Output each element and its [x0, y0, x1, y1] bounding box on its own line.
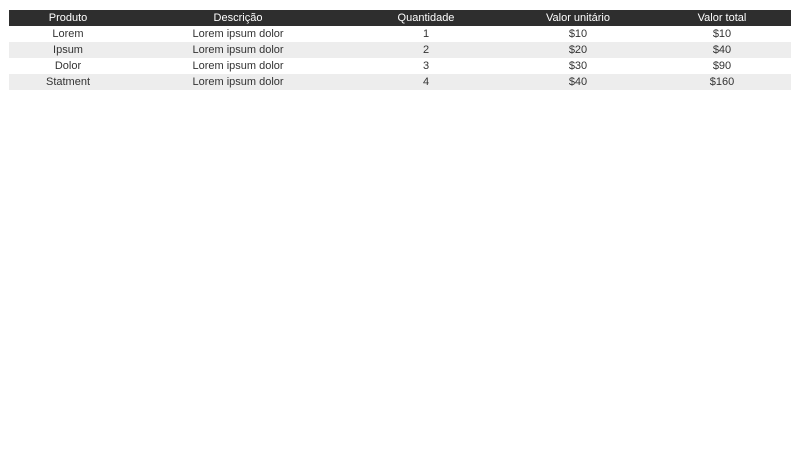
cell-descricao: Lorem ipsum dolor	[192, 43, 284, 56]
cell-quantidade: 2	[422, 43, 430, 56]
cell-produto: Lorem	[52, 27, 84, 40]
cell-quantidade: 3	[422, 59, 430, 72]
column-header-valor-unitario: Valor unitário	[503, 10, 653, 26]
cell-descricao: Lorem ipsum dolor	[192, 27, 284, 40]
table-row	[9, 42, 791, 58]
products-table	[9, 10, 791, 90]
cell-valor-unitario: $20	[568, 43, 588, 56]
cell-valor-total: $10	[712, 27, 732, 40]
cell-valor-total: $90	[712, 59, 732, 72]
cell-valor-unitario: $30	[568, 59, 588, 72]
column-header-produto: Produto	[9, 10, 127, 26]
table-row	[9, 74, 791, 90]
table-header-row	[9, 10, 791, 26]
cell-valor-unitario: $40	[568, 75, 588, 88]
cell-produto: Dolor	[54, 59, 82, 72]
column-header-descricao: Descrição	[127, 10, 349, 26]
cell-valor-total: $40	[712, 43, 732, 56]
cell-valor-unitario: $10	[568, 27, 588, 40]
column-header-quantidade: Quantidade	[349, 10, 503, 26]
cell-valor-total: $160	[709, 75, 735, 88]
table-row	[9, 58, 791, 74]
cell-quantidade: 4	[422, 75, 430, 88]
cell-produto: Ipsum	[53, 43, 83, 56]
table-row	[9, 26, 791, 42]
column-header-valor-total: Valor total	[653, 10, 791, 26]
cell-descricao: Lorem ipsum dolor	[192, 75, 284, 88]
cell-quantidade: 1	[422, 27, 430, 40]
cell-descricao: Lorem ipsum dolor	[192, 59, 284, 72]
cell-produto: Statment	[45, 75, 91, 88]
